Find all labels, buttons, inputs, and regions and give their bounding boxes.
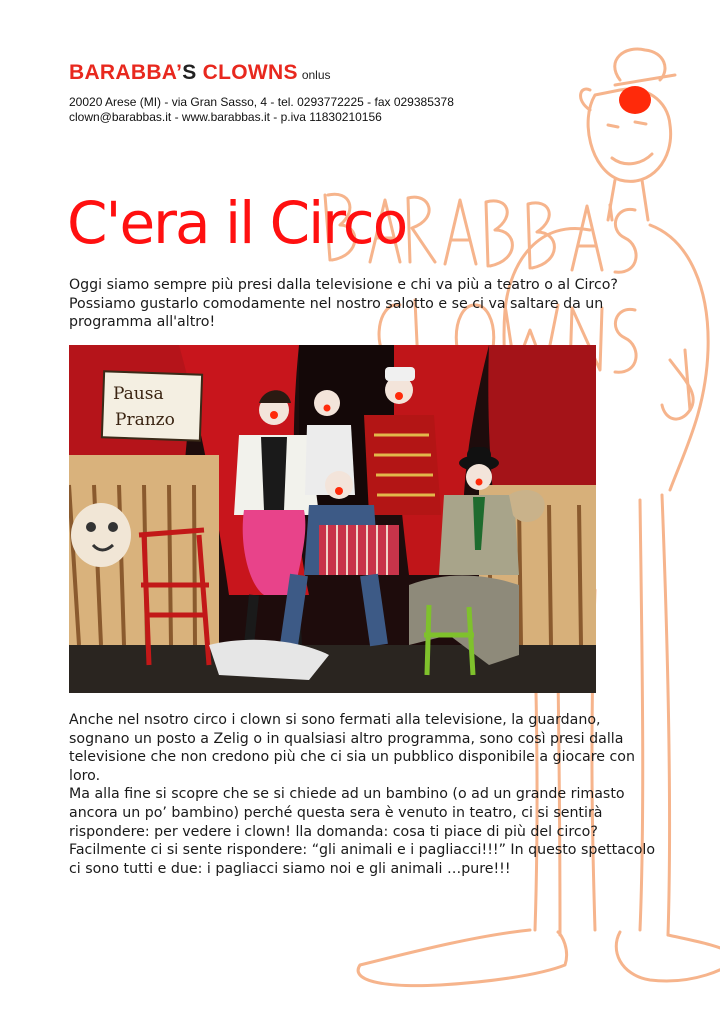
brand-part-3: CLOWNS bbox=[196, 61, 298, 84]
clowns-photo-illustration bbox=[69, 345, 596, 693]
brand-part-2: S bbox=[182, 61, 197, 84]
red-nose-icon bbox=[617, 83, 655, 117]
body-text bbox=[69, 711, 659, 878]
sign-line-1: Pausa bbox=[113, 384, 164, 404]
clowns-photo bbox=[69, 345, 596, 693]
letterhead bbox=[69, 61, 454, 125]
brand-name bbox=[69, 61, 454, 87]
intro-paragraph bbox=[69, 276, 659, 332]
contact-line: clown@barabbas.it - www.barabbas.it - p.iva 11830210156 bbox=[69, 110, 382, 124]
page-title: C'era il Circo bbox=[67, 189, 407, 257]
brand-suffix: onlus bbox=[301, 68, 331, 82]
body-paragraph-1: Anche nel nsotro circo i clown si sono fermati alla televisione, la guardano, sognano un posto a Zelig o in qualsiasi altro programma, sono così presi dalla televisione che non credono più che ci sia un pubblico disponibile a giocare con loro. bbox=[69, 712, 635, 784]
intro-text: Oggi siamo sempre più presi dalla televisione e chi va più a teatro o al Circo? Possiamo gustarlo comodamente nel nostro salotto e se ci va saltare da un programma all'altro! bbox=[69, 277, 618, 331]
sign-line-2: Pranzo bbox=[115, 410, 175, 430]
address-line: 20020 Arese (MI) - via Gran Sasso, 4 - tel. 0293772225 - fax 029385378 bbox=[69, 95, 454, 109]
contact-block bbox=[69, 95, 454, 125]
brand-part-1: BARABBA’ bbox=[69, 61, 183, 84]
body-paragraph-2: Ma alla fine si scopre che se si chiede ad un bambino (o ad un grande rimasto ancora un po’ bambino) perché questa sera è venuto in teatro, ci si sentirà rispondere: per vedere i clown! lla domanda: cosa ti piace di più del circo? Facilmente ci si sente rispondere: “gli animali e i pagliacci!!!” In questo spettacolo ci sono tutti e due: i pagliacci siamo noi e gli animali …pure!!! bbox=[69, 786, 656, 877]
